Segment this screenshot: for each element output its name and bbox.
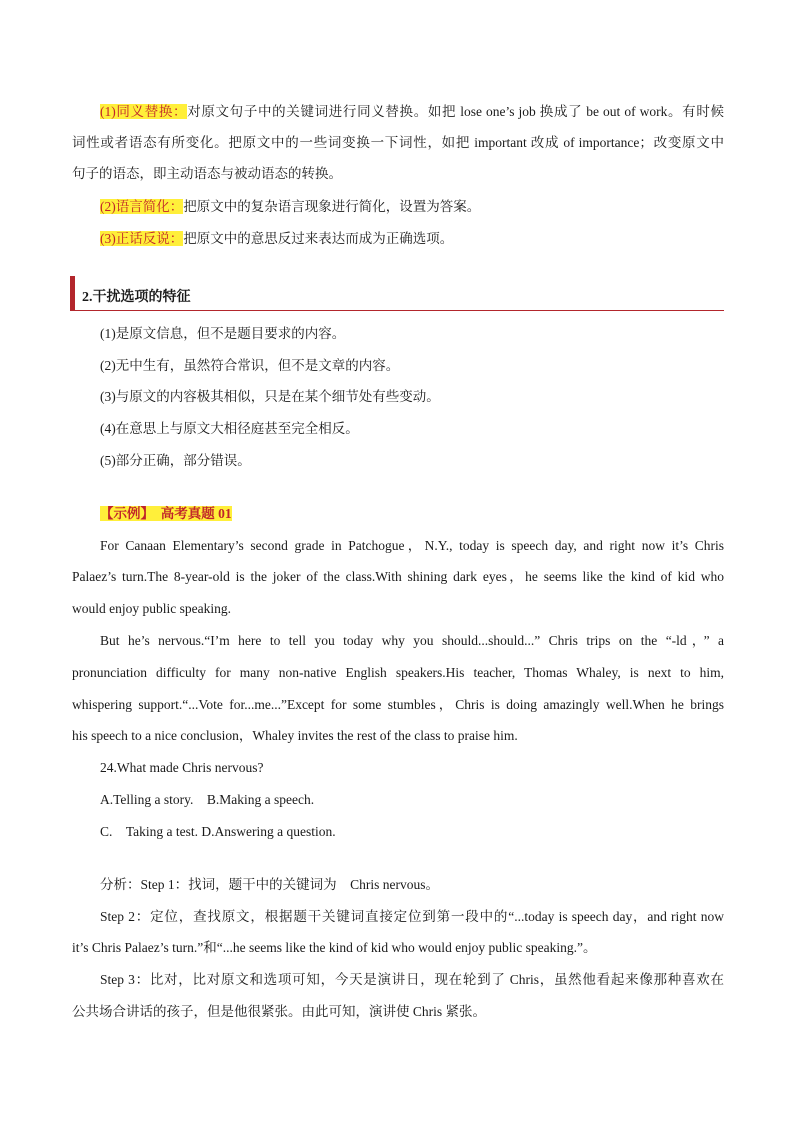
passage-line-7: his speech to a nice conclusion，Whaley invites the rest of the class to praise him. [72,728,518,743]
example-tag: 【示例】 高考真题 01 [100,506,232,521]
section-heading: 2.干扰选项的特征 [82,290,191,305]
passage-line-5: pronunciation difficulty for many non-native English speakers.His teacher, Thomas Whaley, is next to him, [72,665,724,680]
analysis-step-3-line-1: Step 3：比对，比对原文和选项可知，今天是演讲日，现在轮到了 Chris，虽然他看起来像那种喜欢在 [100,972,724,987]
question-text: 24.What made Chris nervous? [100,760,264,775]
feature-item-3: (3)与原文的内容极其相似，只是在某个细节处有些变动。 [100,389,440,404]
method-2: (2)语言简化：把原文中的复杂语言现象进行简化，设置为答案。 [100,199,481,214]
feature-item-5: (5)部分正确，部分错误。 [100,453,251,468]
feature-item-4: (4)在意思上与原文大相径庭甚至完全相反。 [100,421,359,436]
analysis-step-2-line-1: Step 2：定位，查找原文，根据题干关键词直接定位到第一段中的“...today is speech day，and right now [100,909,724,924]
method-1-label: (1)同义替换： [100,104,188,119]
passage-line-3: would enjoy public speaking. [72,601,231,616]
passage-line-4: But he’s nervous.“I’m here to tell you today why you should...should...” Chris trips on the “-ld，” a [100,633,724,648]
analysis-step-1: 分析：Step 1：找词，题干中的关键词为 Chris nervous。 [100,877,439,892]
method-3: (3)正话反说：把原文中的意思反过来表达而成为正确选项。 [100,231,454,246]
analysis-step-3-line-2: 公共场合讲话的孩子，但是他很紧张。由此可知，演讲使 Chris 紧张。 [72,1004,487,1019]
heading-divider [70,310,724,311]
example-heading [100,504,724,524]
options-line-1: A.Telling a story. B.Making a speech. [100,792,315,807]
method-3-label: (3)正话反说： [100,231,184,246]
feature-item-2: (2)无中生有，虽然符合常识，但不是文章的内容。 [100,358,400,373]
options-line-2: C. Taking a test. D.Answering a question. [100,824,336,839]
analysis-step-2-line-2: it’s Chris Palaez’s turn.”和“...he seems like the kind of kid who would enjoy public speaking.”。 [72,940,597,955]
method-1-line-2: 词性或者语态有所变化。把原文中的一些词变换一下词性，如把 important 改成 of importance；改变原文中 [72,135,724,150]
method-2-label: (2)语言简化： [100,199,184,214]
passage-line-6: whispering support.“...Vote for...me...”Except for some stumbles，Chris is doing amazingly well.When he brings [72,697,724,712]
passage-line-1: For Canaan Elementary’s second grade in Patchogue，N.Y., today is speech day, and right now it’s Chris [100,538,724,553]
heading-accent-bar [70,276,75,310]
passage-line-2: Palaez’s turn.The 8-year-old is the joker of the class.With shining dark eyes，he seems like the kind of kid who [72,569,724,584]
method-1-line-1: (1)同义替换：对原文句子中的关键词进行同义替换。如把 lose one’s job 换成了 be out of work。有时候 [100,104,724,119]
feature-item-1: (1)是原文信息，但不是题目要求的内容。 [100,326,346,341]
method-1-line-3: 句子的语态，即主动语态与被动语态的转换。 [72,166,342,181]
